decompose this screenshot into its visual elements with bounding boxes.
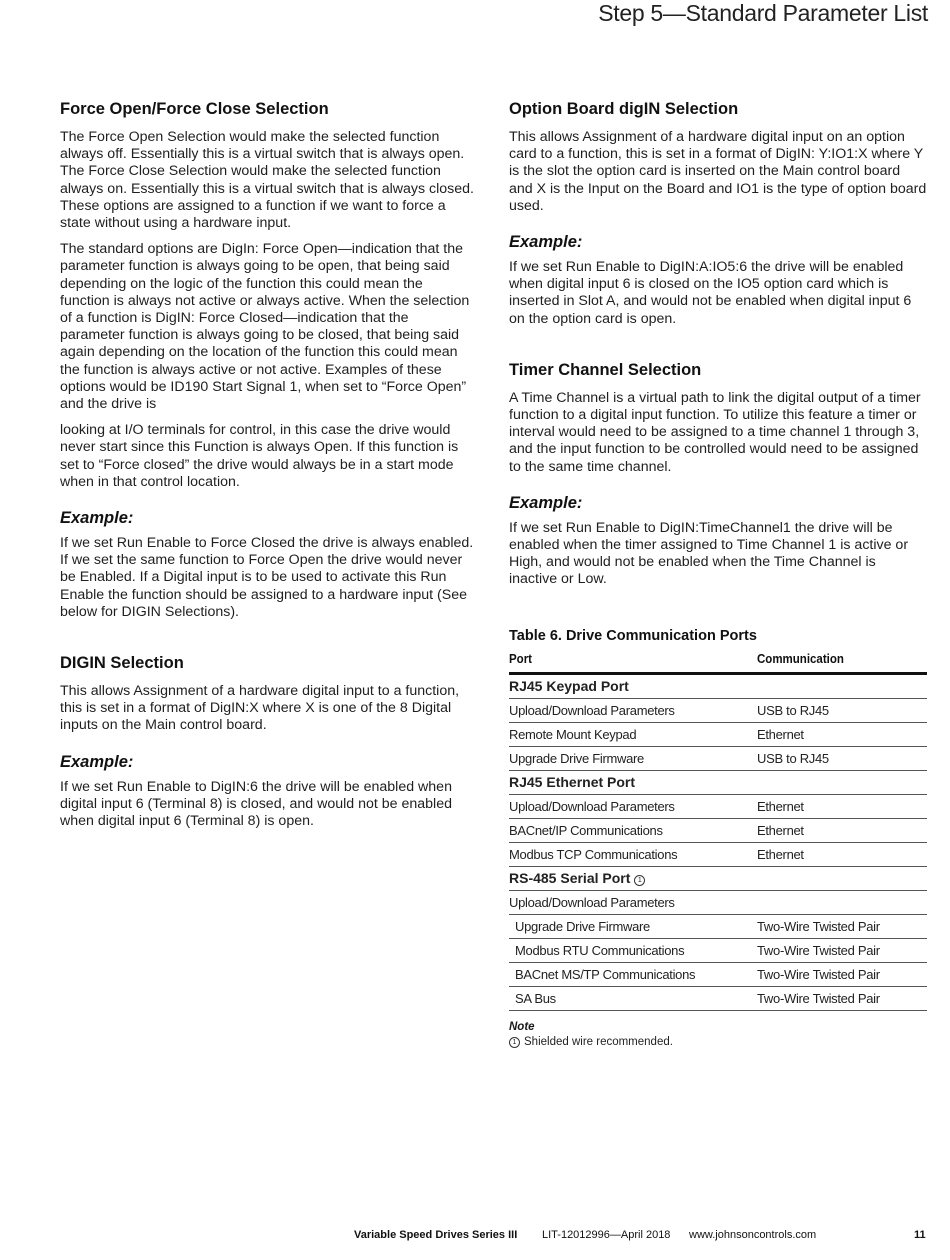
footnote-marker: 1 bbox=[634, 875, 645, 886]
port-cell: SA Bus bbox=[509, 986, 757, 1010]
column-header-port: Port bbox=[509, 652, 737, 674]
port-cell: Remote Mount Keypad bbox=[509, 722, 757, 746]
timer-channel-paragraph: A Time Channel is a virtual path to link the digital output of a timer function to a digital input function. To utilize this feature a timer or interval would need to be assigned to a time channel 1 through 3, and the input function to be controlled would need to be assigned to the same time channel. bbox=[509, 389, 921, 475]
force-paragraph-2: The standard options are DigIn: Force Open—indication that the parameter function is always going to be open, that being said depending on the logic of the function this could mean the function is always not active or always active. When the selection of a function is DigIN: Force Closed—indication that the parameter function is always going to be closed, that being said again depending on the location of the function this could mean the function is always active or not active. Examples of these options would be ID190 Start Signal 1, when set to “Force Open” and the drive is bbox=[60, 241, 470, 413]
port-cell: Upload/Download Parameters bbox=[509, 890, 757, 914]
footer-page-number: 11 bbox=[914, 1229, 926, 1241]
force-paragraph-1: The Force Open Selection would make the selected function always off. Essentially this is a virtual switch that is always open. The Force Close Selection would make the selected function always on. Essentially this is a virtual switch that is always closed. These options are assigned to a function if we want to force a state without using a hardware input. bbox=[60, 129, 474, 232]
port-cell: BACnet/IP Communications bbox=[509, 818, 757, 842]
section-rs485-label: RS-485 Serial Port bbox=[509, 870, 631, 887]
table-row bbox=[509, 818, 927, 842]
communication-ports-table bbox=[509, 652, 927, 1011]
table-row bbox=[509, 914, 927, 938]
page-header-title: Step 5—Standard Parameter List bbox=[598, 0, 928, 26]
footer-lit-number: LIT-12012996—April 2018 bbox=[542, 1229, 671, 1241]
table-row bbox=[509, 890, 927, 914]
table-note-text: Shielded wire recommended. bbox=[524, 1035, 673, 1048]
table-section-row bbox=[509, 673, 927, 698]
note-marker: 1 bbox=[509, 1037, 520, 1048]
example-text-2: If we set Run Enable to DigIN:6 the drive will be enabled when digital input 6 (Terminal 8) is closed, and would not be enabled when digital input 6 (Terminal 8) is open. bbox=[60, 778, 452, 830]
communication-cell bbox=[757, 890, 927, 914]
port-cell: Modbus TCP Communications bbox=[509, 842, 757, 866]
port-cell: Upgrade Drive Firmware bbox=[509, 746, 757, 770]
right-column bbox=[509, 100, 927, 1048]
timer-channel-heading: Timer Channel Selection bbox=[509, 360, 702, 379]
communication-cell: Two-Wire Twisted Pair bbox=[757, 962, 927, 986]
column-header-communication: Communication bbox=[757, 652, 913, 674]
communication-cell: Ethernet bbox=[757, 794, 927, 818]
example-text-3: If we set Run Enable to DigIN:A:IO5:6 the drive will be enabled when digital input 6 is closed on the IO5 option card which is inserted in Slot A, and would not be enabled when digital input 6 on the option card is open. bbox=[509, 259, 912, 327]
table-row bbox=[509, 962, 927, 986]
example-label-3: Example: bbox=[509, 233, 583, 252]
example-label-4: Example: bbox=[509, 493, 583, 512]
option-board-heading: Option Board digIN Selection bbox=[509, 100, 739, 118]
table-row bbox=[509, 746, 927, 770]
table-header-row bbox=[509, 652, 927, 674]
section-rj45-keypad: RJ45 Keypad Port bbox=[509, 673, 927, 698]
table-row bbox=[509, 794, 927, 818]
section-rj45-ethernet: RJ45 Ethernet Port bbox=[509, 770, 927, 794]
section-rs485 bbox=[509, 866, 927, 890]
table-section-row bbox=[509, 770, 927, 794]
table-note bbox=[509, 1036, 927, 1048]
table-row bbox=[509, 698, 927, 722]
example-label-2: Example: bbox=[60, 752, 134, 771]
table-note-label: Note bbox=[509, 1020, 535, 1033]
communication-cell: Two-Wire Twisted Pair bbox=[757, 914, 927, 938]
port-cell: Upgrade Drive Firmware bbox=[509, 914, 757, 938]
table-row bbox=[509, 722, 927, 746]
communication-cell: Two-Wire Twisted Pair bbox=[757, 938, 927, 962]
example-label-1: Example: bbox=[60, 509, 134, 528]
table-row bbox=[509, 986, 927, 1010]
digin-selection-heading: DIGIN Selection bbox=[60, 654, 184, 673]
communication-cell: USB to RJ45 bbox=[757, 746, 927, 770]
communication-cell: Ethernet bbox=[757, 722, 927, 746]
footer-series: Variable Speed Drives Series III bbox=[354, 1229, 518, 1241]
table-row bbox=[509, 938, 927, 962]
digin-paragraph: This allows Assignment of a hardware digital input to a function, this is set in a format of DigIN:X where X is one of the 8 Digital inputs on the Main control board. bbox=[60, 683, 460, 734]
table-section-row bbox=[509, 866, 927, 890]
table-caption: Table 6. Drive Communication Ports bbox=[509, 627, 757, 644]
force-paragraph-3: looking at I/O terminals for control, in this case the drive would never start since this Function is always Open. If this function is set to “Force closed” the drive would always be in a start mode when in that control location. bbox=[60, 422, 459, 490]
left-column bbox=[60, 100, 476, 839]
communication-cell: Ethernet bbox=[757, 842, 927, 866]
port-cell: BACnet MS/TP Communications bbox=[509, 962, 757, 986]
footer-url: www.johnsoncontrols.com bbox=[689, 1229, 817, 1241]
option-board-paragraph: This allows Assignment of a hardware digital input on an option card to a function, this is set in a format of DigIN: Y:IO1:X where Y is the slot the option card is inserted on the Main control board and X is the Input on the Board and IO1 is the type of option board used. bbox=[509, 129, 927, 214]
port-cell: Upload/Download Parameters bbox=[509, 698, 757, 722]
force-open-close-heading: Force Open/Force Close Selection bbox=[60, 100, 329, 118]
port-cell: Modbus RTU Communications bbox=[509, 938, 757, 962]
communication-cell: Ethernet bbox=[757, 818, 927, 842]
communication-cell: USB to RJ45 bbox=[757, 698, 927, 722]
communication-cell: Two-Wire Twisted Pair bbox=[757, 986, 927, 1010]
example-text-4: If we set Run Enable to DigIN:TimeChannel1 the drive will be enabled when the timer assigned to Time Channel 1 is active or High, and would not be enabled when the Time Channel is inactive or Low. bbox=[509, 519, 909, 588]
example-text-1: If we set Run Enable to Force Closed the drive is always enabled. If we set the same function to Force Open the drive would never be Enabled. If a Digital input is to be used to activate this Run Enable the function should be assigned to a hardware input (See below for DIGIN Selections). bbox=[60, 535, 474, 620]
table-row bbox=[509, 842, 927, 866]
port-cell: Upload/Download Parameters bbox=[509, 794, 757, 818]
